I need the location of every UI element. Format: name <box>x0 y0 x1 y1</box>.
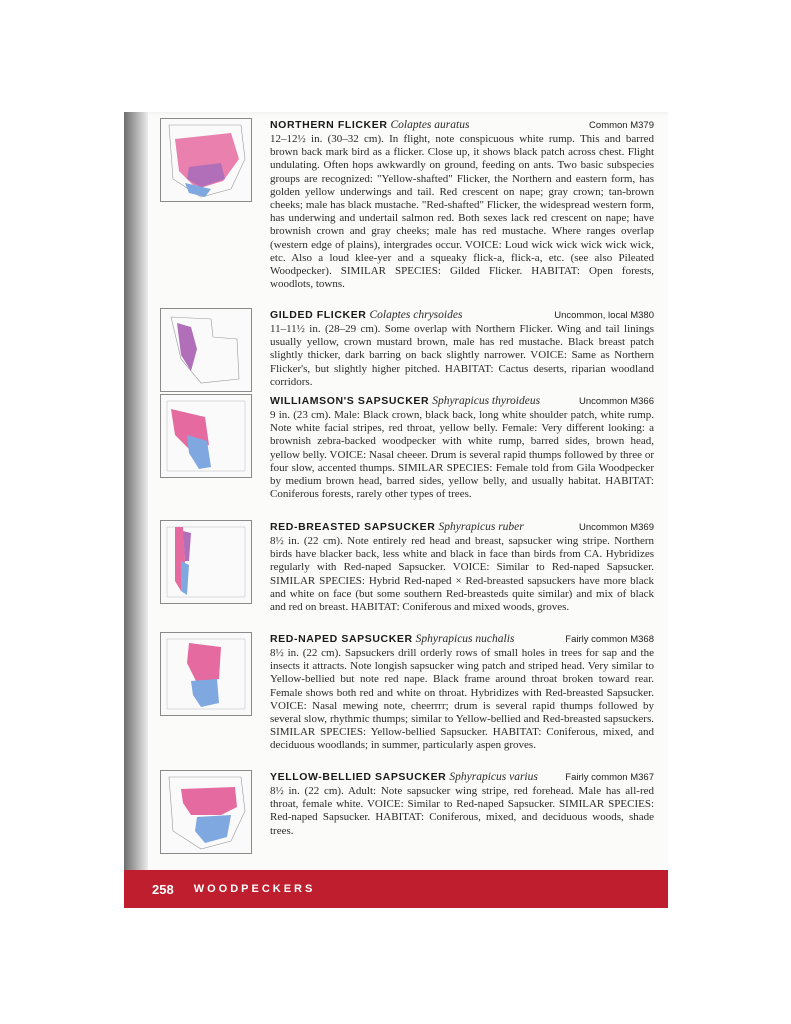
scientific-name: Colaptes auratus <box>390 119 470 131</box>
section-title: WOODPECKERS <box>193 883 316 895</box>
scientific-name: Sphyrapicus nuchalis <box>415 633 515 645</box>
status-label: Uncommon, local M380 <box>554 310 654 321</box>
scientific-name: Sphyrapicus ruber <box>438 521 524 533</box>
scientific-name: Colaptes chrysoides <box>369 309 463 321</box>
species-name: YELLOW-BELLIED SAPSUCKER <box>270 771 447 783</box>
species-name: GILDED FLICKER <box>270 309 367 321</box>
status-label: Uncommon M369 <box>579 522 654 533</box>
status-label: Fairly common M368 <box>565 634 654 645</box>
species-description: 8½ in. (22 cm). Sapsuckers drill orderly rows of small holes in trees for sap and the insects it attracts. Note longish sapsucker wing patch and striped head. Very similar to Yellow-bellied but note red nape. Black frame around throat broken toward rear. Female shows both red and white on throat. Hybridizes with Red-breasted Sapsucker. VOICE: Nasal mewing note, cheerrrr; drum is several rapid thumps followed by several slow, rhythmic thumps; similar to Yellow-bellied and Red-breasted sapsuckers. SIMILAR SPECIES: Yellow-bellied Sapsucker. HABITAT: Coniferous, mixed, and deciduous woodlands; in summer, particularly aspen groves. <box>270 647 654 752</box>
species-name: NORTHERN FLICKER <box>270 119 388 131</box>
species-name: WILLIAMSON'S SAPSUCKER <box>270 395 430 407</box>
species-name: RED-BREASTED SAPSUCKER <box>270 521 436 533</box>
page-footer <box>124 870 668 908</box>
scientific-name: Sphyrapicus varius <box>449 771 538 783</box>
status-label: Uncommon M366 <box>579 396 654 407</box>
status-label: Common M379 <box>589 120 654 131</box>
range-map-yellow-bellied-sapsucker <box>160 770 252 854</box>
range-map-northern-flicker <box>160 118 252 202</box>
species-description: 9 in. (23 cm). Male: Black crown, black back, long white shoulder patch, white rump. Note white facial stripes, red throat, yellow belly. Female: Very different looking: a brownish zebra-backed woodpecker with white rump, barred sides, brown head, yellow belly. VOICE: Nasal cheeer. Drum is several rapid thumps followed by three or four slow, accented thumps. SIMILAR SPECIES: Female told from Gila Woodpecker by medium brown head, barred sides, yellow belly, and usually habitat. HABITAT: Coniferous forests, rarely other types of trees. <box>270 409 654 501</box>
species-description: 12–12½ in. (30–32 cm). In flight, note conspicuous white rump. This and barred brown back mark bird as a flicker. Close up, it shows black patch across chest. Flight undulating. Often hops awkwardly on ground, feeding on ants. Two basic subspecies groups are recognized: "Yellow-shafted" Flicker, the Northern and eastern form, has golden yellow underwings and tail. Red crescent on nape; gray crown; tan-brown cheeks; male has black mustache. "Red-shafted" Flicker, the widespread western form, has underwing and undertail salmon red. Both sexes lack red crescent on nape; have brownish crown and gray cheeks; male has red mustache. Where ranges overlap (western edge of plains), intergrades occur. VOICE: Loud wick wick wick wick wick, etc. Also a loud klee-yer and a squeaky flick-a, flick-a, etc. (see also Pileated Woodpecker). SIMILAR SPECIES: Gilded Flicker. HABITAT: Open forests, woodlots, towns. <box>270 133 654 291</box>
page-number: 258 <box>152 881 174 897</box>
range-map-gilded-flicker <box>160 308 252 392</box>
range-map-red-naped-sapsucker <box>160 632 252 716</box>
species-description: 8½ in. (22 cm). Adult: Note sapsucker wing stripe, red forehead. Male has all-red throat, female white. VOICE: Similar to Red-naped Sapsucker. SIMILAR SPECIES: Red-naped Sapsucker. HABITAT: Coniferous, mixed, and deciduous woods, shade trees. <box>270 785 654 837</box>
species-description: 11–11½ in. (28–29 cm). Some overlap with Northern Flicker. Wing and tail linings usually yellow, crown mustard brown, male has red mustache. Black breast patch slightly thicker, dark barring on back slightly narrower. VOICE: Same as Northern Flicker's, but slightly higher pitched. HABITAT: Cactus deserts, riparian woodland corridors. <box>270 323 654 388</box>
range-map-williamsons-sapsucker <box>160 394 252 478</box>
species-name: RED-NAPED SAPSUCKER <box>270 633 413 645</box>
range-map-red-breasted-sapsucker <box>160 520 252 604</box>
page-binding-shadow <box>124 112 148 908</box>
status-label: Fairly common M367 <box>565 772 654 783</box>
species-description: 8½ in. (22 cm). Note entirely red head and breast, sapsucker wing stripe. Northern birds have blacker back, less white and black in face than birds from CA. Hybridizes regularly with Red-naped Sapsucker. VOICE: Similar to Red-naped Sapsucker. SIMILAR SPECIES: Hybrid Red-naped × Red-breasted sapsuckers have more black and white on face (but some southern Red-breasteds quite similar) and mix of black and red on breast. HABITAT: Coniferous and mixed woods, groves. <box>270 535 654 614</box>
scientific-name: Sphyrapicus thyroideus <box>432 395 541 407</box>
